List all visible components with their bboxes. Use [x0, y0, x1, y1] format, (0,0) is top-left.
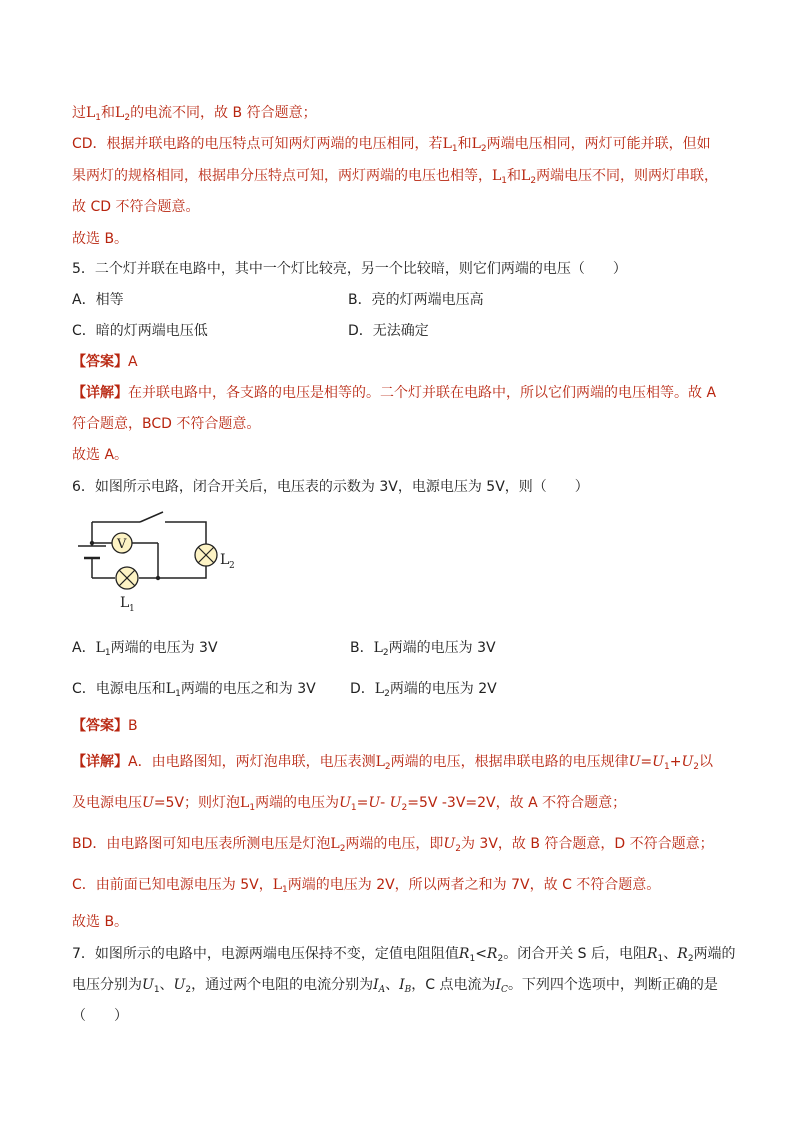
q6-detail-4: C．由前面已知电源电压为 5V，$L_1$两端的电压为 2V，所以两者之和为 7V，故 C 不符合题意。	[72, 877, 661, 895]
q5-answer: 【答案】A	[72, 354, 138, 370]
q4-choice: 故选 B。	[72, 231, 129, 247]
q7-line-1: 7．如图所示的电路中，电源两端电压保持不变，定值电阻阻值$R_1<R_2$。闭合开关 S 后，电阻$R_1$、$R_2$两端的	[72, 946, 736, 964]
q5-option-b: B．亮的灯两端电压高	[348, 292, 484, 308]
q4-cd-line-2: 果两灯的规格相同，根据串分压特点可知，两灯两端的电压也相等，$L_1$和$L_2$两端电压不同，则两灯串联，	[72, 168, 719, 186]
q6-detail-1: 【详解】A．由电路图知，两灯泡串联，电压表测$L_2$两端的电压，根据串联电路的电压规律$U=U_1+U_2$以	[72, 754, 713, 772]
q6-detail-3: BD．由电路图可知电压表所测电压是灯泡$L_2$两端的电压，即$U_2$为 3V，故 B 符合题意，D 不符合题意；	[72, 836, 714, 854]
lamp-l1-label: L	[120, 595, 130, 611]
lamp-l2-sub: 2	[229, 561, 235, 571]
q5-stem: 5．二个灯并联在电路中，其中一个灯比较亮，另一个比较暗，则它们两端的电压（ ）	[72, 261, 627, 277]
lamp-l2-label: L	[220, 552, 230, 568]
circuit-diagram	[70, 510, 250, 615]
q5-detail-2: 符合题意，BCD 不符合题意。	[72, 416, 261, 432]
q7-line-3: （ ）	[72, 1008, 128, 1024]
q6-option-b: B．$L_2$两端的电压为 3V	[350, 640, 496, 658]
q6-answer: 【答案】B	[72, 718, 138, 734]
q7-line-2: 电压分别为$U_1$、$U_2$，通过两个电阻的电流分别为$I_A$、$I_B$，C 点电流为$I_C$。下列四个选项中，判断正确的是	[72, 977, 718, 995]
voltmeter-label: V	[117, 537, 127, 552]
q6-detail-2: 及电源电压U=5V；则灯泡$L_1$两端的电压为$U_1=U-$ $U_2=5V$ -3V=2V，故 A 不符合题意；	[72, 795, 627, 813]
q6-option-d: D．$L_2$两端的电压为 2V	[350, 681, 497, 699]
q6-stem: 6．如图所示电路，闭合开关后，电压表的示数为 3V，电源电压为 5V，则（ ）	[72, 479, 589, 495]
q5-detail-1: 【详解】在并联电路中，各支路的电压是相等的。二个灯并联在电路中，所以它们两端的电压相等。故 A	[72, 385, 717, 401]
q4-cd-line-1: CD．根据并联电路的电压特点可知两灯两端的电压相同，若$L_1$和$L_2$两端电压相同，两灯可能并联，但如	[72, 136, 711, 154]
q5-option-d: D．无法确定	[348, 323, 429, 339]
q6-option-c: C．电源电压和$L_1$两端的电压之和为 3V	[72, 681, 316, 699]
q6-option-a: A．$L_1$两端的电压为 3V	[72, 640, 218, 658]
lamp-l1-sub: 1	[129, 604, 135, 614]
q5-option-a: A．相等	[72, 292, 124, 308]
q6-choice: 故选 B。	[72, 914, 129, 930]
q5-option-c: C．暗的灯两端电压低	[72, 323, 208, 339]
q5-choice: 故选 A。	[72, 447, 129, 463]
q4-cd-line-3: 故 CD 不符合题意。	[72, 199, 200, 215]
q4-line-1: 过$L_1$和$L_2$的电流不同，故 B 符合题意；	[72, 105, 317, 123]
